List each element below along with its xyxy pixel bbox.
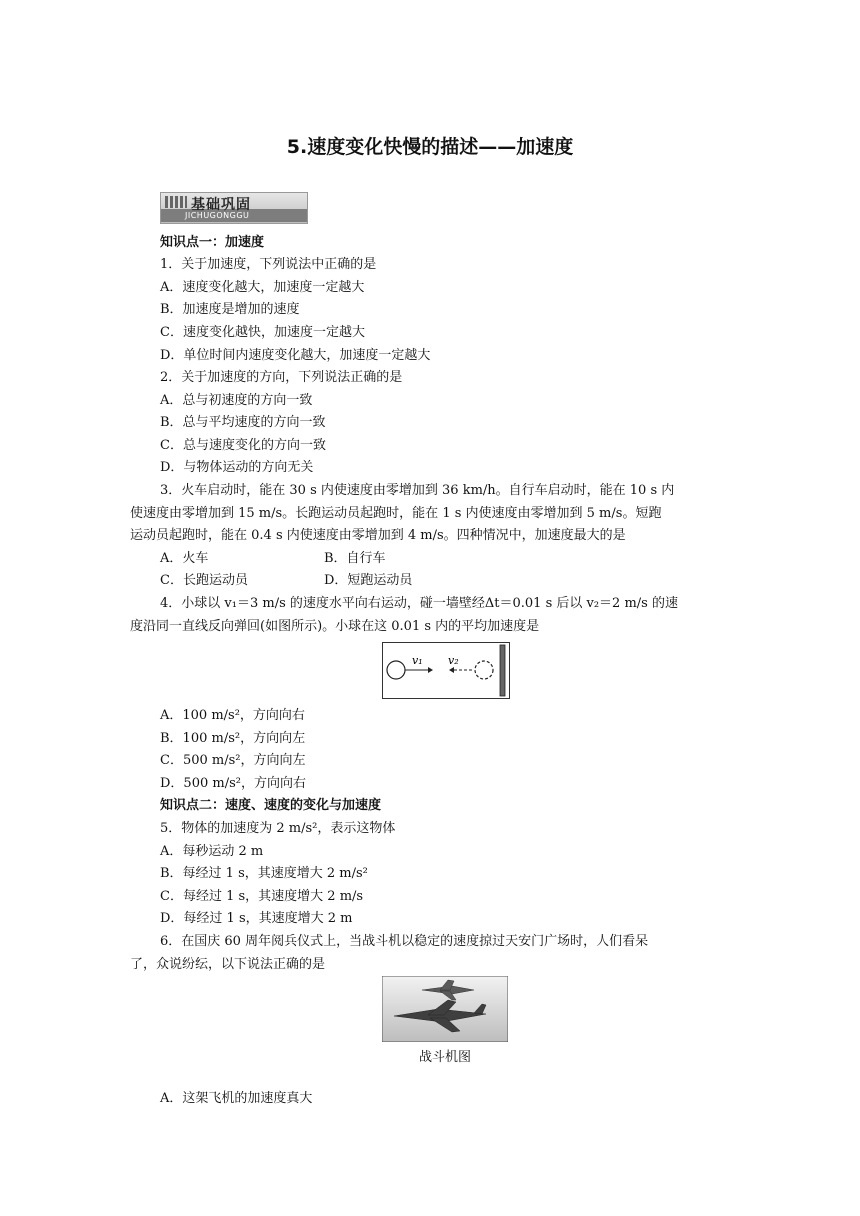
- option-text: D．单位时间内速度变化越大，加速度一定越大: [160, 348, 431, 363]
- option-text: D．与物体运动的方向无关: [160, 460, 314, 475]
- ball-icon: [387, 661, 405, 679]
- option-text: D．每经过 1 s，其速度增大 2 m: [160, 911, 353, 926]
- option-text: C．长跑运动员: [160, 573, 248, 588]
- option-text: B．加速度是增加的速度: [160, 302, 300, 317]
- option-text: A．总与初速度的方向一致: [160, 393, 313, 408]
- wall-icon: [500, 645, 505, 696]
- option-text: C．速度变化越快，加速度一定越大: [160, 325, 365, 340]
- section-heading: 知识点二：速度、速度的变化与加速度: [160, 798, 382, 813]
- question-text: 4．小球以 v₁＝3 m/s 的速度水平向右运动，碰一墙壁经Δt＝0.01 s 后以 v₂＝2 m/s 的速: [160, 596, 678, 611]
- option-text: A．这架飞机的加速度真大: [160, 1091, 313, 1106]
- section-heading: 知识点一：加速度: [160, 235, 265, 250]
- option-text: B．每经过 1 s，其速度增大 2 m/s²: [160, 866, 368, 881]
- question-text: 6．在国庆 60 周年阅兵仪式上，当战斗机以稳定的速度掠过天安门广场时，人们看呆: [160, 934, 649, 949]
- option-text: B．自行车: [324, 551, 386, 566]
- question-text: 运动员起跑时，能在 0.4 s 内使速度由零增加到 4 m/s。四种情况中，加速度最大的是: [130, 528, 626, 543]
- v1-label: v₁: [412, 654, 423, 667]
- page-title: 5.速度变化快慢的描述——加速度: [286, 136, 574, 158]
- ball-wall-diagram: [382, 642, 510, 699]
- option-text: B．100 m/s²，方向向左: [160, 731, 306, 746]
- option-text: D．短跑运动员: [324, 573, 413, 588]
- figure-caption: 战斗机图: [418, 1050, 471, 1065]
- option-text: B．总与平均速度的方向一致: [160, 415, 326, 430]
- banner-logo-icon: [165, 196, 187, 208]
- banner-subtitle: JICHUGONGGU: [185, 211, 250, 220]
- question-text: 3．火车启动时，能在 30 s 内使速度由零增加到 36 km/h。自行车启动时，能在 10 s 内: [160, 483, 675, 498]
- option-text: A．火车: [160, 551, 209, 566]
- fighter-jet-image: [382, 976, 508, 1042]
- option-text: A．速度变化越大，加速度一定越大: [160, 280, 365, 295]
- v2-label: v₂: [448, 654, 459, 667]
- option-text: C．每经过 1 s，其速度增大 2 m/s: [160, 889, 364, 904]
- question-text: 2．关于加速度的方向，下列说法正确的是: [160, 370, 403, 385]
- question-text: 了，众说纷纭，以下说法正确的是: [130, 957, 326, 972]
- banner-title: 基础巩固: [191, 197, 251, 213]
- question-text: 5．物体的加速度为 2 m/s²，表示这物体: [160, 821, 396, 836]
- option-text: A．100 m/s²，方向向右: [160, 708, 305, 723]
- question-text: 使速度由零增加到 15 m/s。长跑运动员起跑时，能在 1 s 内使速度由零增加到 5 m/s。短跑: [130, 506, 662, 521]
- section-banner: [160, 192, 308, 224]
- question-text: 1．关于加速度，下列说法中正确的是: [160, 257, 377, 272]
- option-text: A．每秒运动 2 m: [160, 844, 264, 859]
- question-text: 度沿同一直线反向弹回(如图所示)。小球在这 0.01 s 内的平均加速度是: [130, 619, 540, 634]
- option-text: D．500 m/s²，方向向右: [160, 776, 306, 791]
- option-text: C．总与速度变化的方向一致: [160, 438, 326, 453]
- option-text: C．500 m/s²，方向向左: [160, 753, 306, 768]
